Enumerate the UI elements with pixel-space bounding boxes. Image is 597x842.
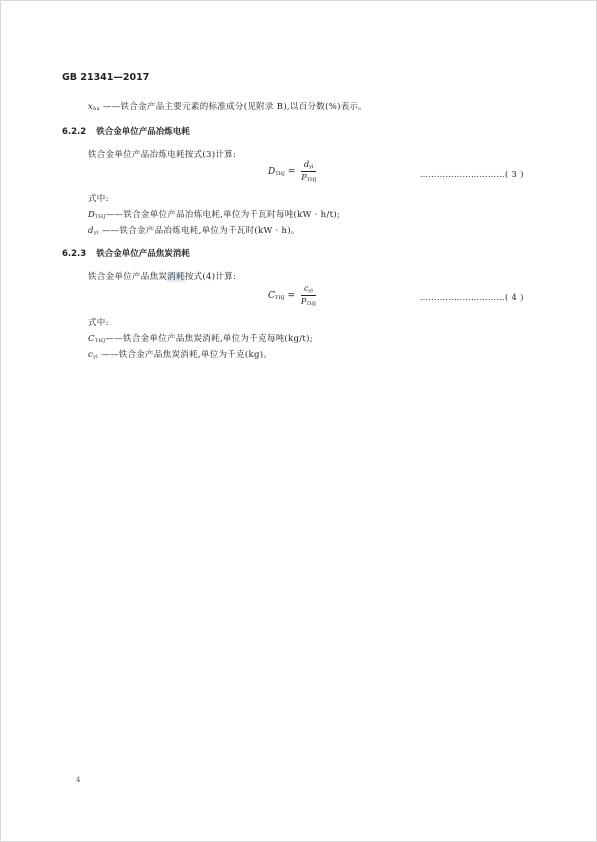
var-description: ——铁合金单位产品冶炼电耗,单位为千瓦时每吨(kW · h/t);: [105, 210, 341, 220]
formula-numerator-sub: yl: [309, 164, 314, 170]
var-subscript: THJ: [95, 214, 106, 220]
variable-definition: [88, 348, 272, 360]
formula-lhs-sub: THJ: [275, 171, 285, 177]
var-description: ——铁合金单位产品焦炭消耗,单位为千克每吨(kg/t);: [105, 334, 313, 344]
variable-definition: [88, 208, 340, 220]
var-subscript: THJ: [94, 338, 106, 344]
section-title: 铁合金单位产品冶炼电耗: [96, 127, 190, 137]
where-label: 式中:: [88, 194, 109, 204]
formula-lhs-sub: THJ: [274, 295, 285, 301]
where-label: 式中:: [88, 318, 109, 328]
var-symbol: d: [88, 226, 94, 236]
var-subscript: yl: [93, 354, 99, 360]
intro-text: 按式(4)计算:: [184, 272, 237, 282]
formula-numerator-sub: yl: [308, 288, 313, 294]
intro-text: 铁合金单位产品焦炭: [88, 272, 168, 282]
standard-code: GB 21341—2017: [62, 72, 150, 83]
section-intro: [88, 270, 236, 282]
var-symbol: x: [88, 102, 94, 112]
formula-fraction: [301, 160, 316, 183]
section-intro: 铁合金单位产品冶炼电耗按式(3)计算:: [88, 150, 237, 160]
formula-numerator: c: [303, 284, 309, 293]
formula-denominator-sub: THJ: [306, 301, 316, 307]
var-symbol: D: [88, 210, 96, 220]
formula-lhs: D: [268, 167, 276, 177]
formula-4: [268, 284, 316, 307]
variable-definition: [88, 224, 300, 236]
section-heading-6-2-2: [62, 125, 190, 137]
variable-definition-x: [88, 100, 367, 112]
formula-denominator-sub: THJ: [306, 177, 317, 183]
equation-number-4: …………………………( 4 ): [420, 293, 524, 302]
formula-numerator: d: [303, 160, 310, 169]
formula-3: [268, 160, 316, 183]
formula-denominator: P: [300, 297, 307, 306]
section-number: 6.2.2: [62, 127, 87, 137]
formula-lhs: C: [268, 291, 275, 301]
var-symbol: C: [88, 334, 95, 344]
var-description: ——铁合金产品冶炼电耗,单位为千瓦时(kW · h)。: [101, 226, 300, 236]
section-heading-6-2-3: [62, 247, 190, 259]
page-number: 4: [76, 776, 81, 784]
formula-fraction: [301, 284, 316, 307]
var-description: ——铁合金产品主要元素的标准成分(见附录 B),以百分数(%)表示。: [102, 102, 368, 112]
var-symbol: c: [88, 350, 94, 360]
text-selection-highlight: 消耗: [167, 272, 185, 282]
formula-equals: =: [287, 291, 296, 301]
var-subscript: yl: [93, 230, 99, 236]
var-subscript: ba: [93, 106, 100, 112]
section-title: 铁合金单位产品焦炭消耗: [96, 249, 190, 259]
var-description: ——铁合金产品焦炭消耗,单位为千克(kg)。: [101, 350, 273, 360]
section-number: 6.2.3: [62, 249, 87, 259]
equation-number-3: …………………………( 3 ): [420, 170, 524, 179]
formula-equals: =: [287, 167, 296, 177]
formula-denominator: P: [301, 173, 307, 182]
variable-definition: [88, 332, 313, 344]
